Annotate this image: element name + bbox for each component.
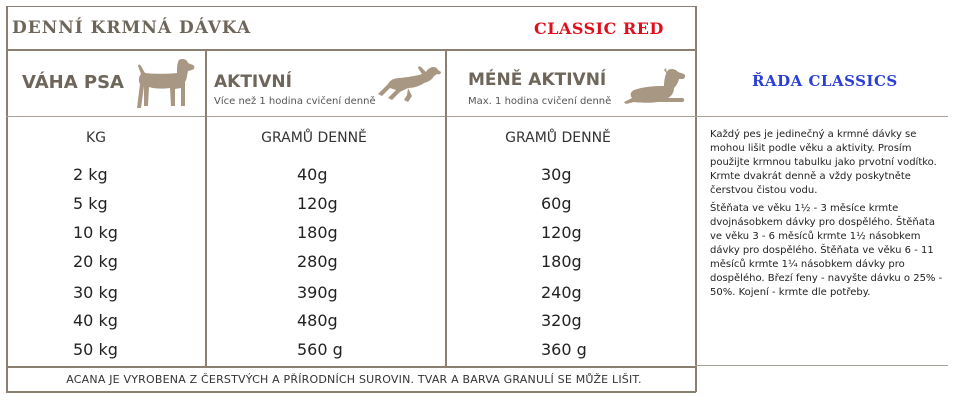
active-header: AKTIVNÍ [214,72,292,92]
lying-dog-icon [624,66,690,106]
standing-dog-icon [135,56,199,112]
divider-title [6,49,696,51]
row-active-value: 40g [297,165,328,184]
divider-col2 [445,49,447,366]
row-less-value: 180g [541,252,582,271]
row-active-value: 280g [297,252,338,271]
divider-side-top [695,116,948,117]
divider-body-bottom [6,366,696,368]
row-active-value: 390g [297,283,338,302]
divider-col1 [205,49,207,366]
row-weight-value: 20 kg [73,252,118,271]
row-less-value: 320g [541,311,582,330]
feeding-notes [710,128,946,304]
divider-bottom [6,391,696,393]
row-weight-value: 30 kg [73,283,118,302]
row-weight-value: 5 kg [73,194,108,213]
footer-note: ACANA JE VYROBENA Z ČERSTVÝCH A PŘÍRODNÍCH SUROVIN. TVAR A BARVA GRANULÍ SE MŮŽE LIŠIT. [66,373,642,386]
row-less-value: 360 g [541,340,587,359]
row-weight-value: 10 kg [73,223,118,242]
feeding-note-general: Každý pes je jedinečný a krmné dávky se mohou lišit podle věku a aktivity. Prosím použijte krmnou tabulku jako prvotní vodítko. Krmte dvakrát denně a vždy poskytněte čerstvou čistou vodu. [710,129,937,196]
divider-side [695,6,697,392]
running-dog-icon [378,62,442,106]
active-unit: GRAMŮ DENNĚ [261,130,367,146]
row-less-value: 120g [541,223,582,242]
weight-unit: KG [85,130,107,146]
row-active-value: 560 g [297,340,343,359]
row-less-value: 60g [541,194,572,213]
row-weight-value: 40 kg [73,311,118,330]
less-active-subtitle: Max. 1 hodina cvičení denně [468,96,612,107]
less-active-unit: GRAMŮ DENNĚ [505,130,611,146]
divider-top [6,6,696,7]
row-active-value: 120g [297,194,338,213]
row-weight-value: 2 kg [73,165,108,184]
feeding-note-puppies: Štěňata ve věku 1½ - 3 měsíce krmte dvojnásobkem dávky pro dospělého. Štěňata ve věku 3 - 6 měsíců krmte 1½ násobkem dávky pro dospělého. Štěňata ve věku 6 - 11 měsíců krmte 1¼ násobkem dávky pro dospělého. Březí feny - navyšte dávku o 25% - 50%. Kojení - krmte dle potřeby. [710,203,943,298]
series-title: ŘADA CLASSICS [752,72,898,90]
divider-side-bottom [695,365,948,366]
less-active-header: MÉNĚ AKTIVNÍ [468,70,607,90]
brand-label: CLASSIC RED [534,19,664,38]
divider-header [6,116,696,117]
row-active-value: 180g [297,223,338,242]
page-title: DENNÍ KRMNÁ DÁVKA [12,18,252,38]
row-less-value: 30g [541,165,572,184]
row-weight-value: 50 kg [73,340,118,359]
weight-header: VÁHA PSA [22,72,124,93]
active-subtitle: Více než 1 hodina cvičení denně [214,96,376,107]
row-active-value: 480g [297,311,338,330]
row-less-value: 240g [541,283,582,302]
